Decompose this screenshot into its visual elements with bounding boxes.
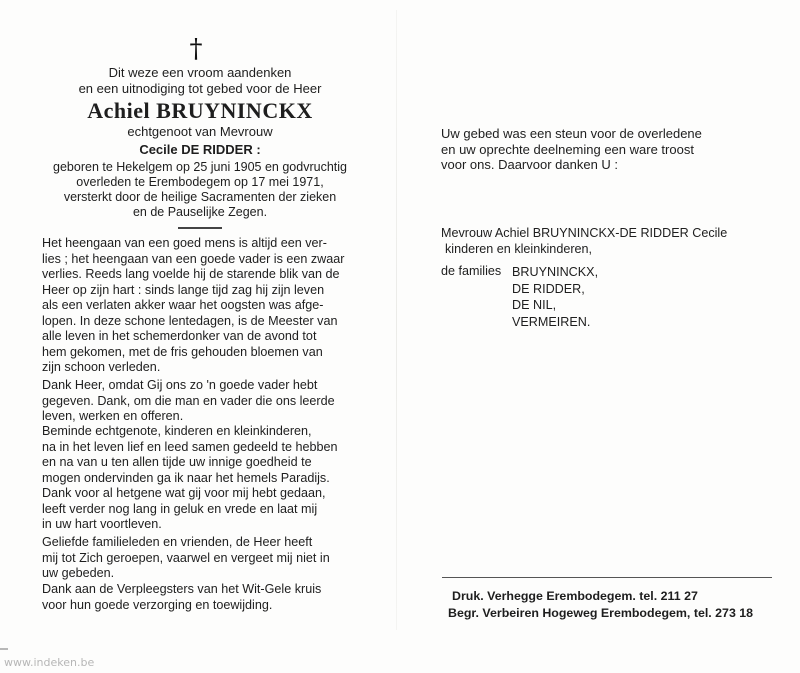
card-edge-mark (0, 648, 8, 650)
text-line: en na van u ten allen tijde uw innige goedheid te (42, 455, 312, 469)
text-line: Mevrouw Achiel BRUYNINCKX-DE RIDDER Cecile (441, 226, 728, 240)
text-line: mogen ondervinden ga ik naar het hemels Paradijs. (42, 470, 330, 485)
paragraph-2 (42, 378, 360, 425)
text-line: alle leven in het schemerdonker van de avond tot (42, 329, 317, 343)
families-list (512, 264, 598, 330)
text-line: Uw gebed was een steun voor de overledene (441, 126, 702, 141)
text-line: uw gebeden. (42, 566, 115, 580)
thanks-text (441, 126, 771, 173)
family-name: BRUYNINCKX, (512, 265, 599, 279)
text-line: Het heengaan van een goed mens is altijd een ver- (42, 236, 327, 250)
birth-line: overleden te Erembodegem op 17 mei 1971, (76, 175, 324, 189)
text-line: hem gekomen, met de fris gehouden bloemen van (42, 344, 323, 359)
text-line: en uw oprechte deelneming een ware troost (441, 141, 694, 157)
text-line: verlies. Reeds lang voelde hij de starende blik van de (42, 267, 340, 281)
spouse-name: Cecile DE RIDDER : (139, 142, 261, 157)
family-head (441, 226, 771, 257)
printer-rule (442, 577, 772, 578)
text-line: Begr. Verbeiren Hogeweg Erembodegem, tel. 273 18 (448, 605, 754, 620)
paragraph-1 (42, 236, 360, 376)
text-line: gegeven. Dank, om die man en vader die ons leerde (42, 393, 335, 408)
card-fold (396, 10, 397, 630)
paragraph-4 (42, 535, 360, 582)
text-line: Dank aan de Verpleegsters van het Wit-Gele kruis (42, 582, 322, 596)
birth-line: en de Pauselijke Zegen. (132, 205, 268, 219)
text-line: als een verlaten akker waar het oogsten was afge- (42, 298, 324, 312)
text-line: lopen. In deze schone lentedagen, is de Meester van (42, 313, 338, 328)
text-line: Beminde echtgenote, kinderen en kleinkinderen, (42, 424, 312, 438)
text-line: Heer op zijn hart : sinds lange tijd zag hij zijn leven (42, 282, 325, 297)
text-line: voor ons. Daarvoor danken U : (441, 157, 619, 172)
family-name: DE RIDDER, (512, 281, 585, 296)
intro-line-1: Dit weze een vroom aandenken (108, 65, 292, 80)
section-divider (178, 227, 222, 229)
text-line: leven, werken en offeren. (42, 409, 184, 423)
family-name: VERMEIREN. (512, 314, 591, 329)
deceased-name: Achiel BRUYNINCKX (87, 98, 313, 123)
printer-info (448, 588, 753, 621)
birth-line: geboren te Hekelgem op 25 juni 1905 en godvruchtig (53, 160, 347, 174)
spouse-intro: echtgenoot van Mevrouw (127, 124, 273, 139)
families-label: de families (441, 264, 502, 278)
intro-line-2: en een uitnodiging tot gebed voor de Heer (78, 81, 322, 96)
text-line: in uw hart voortleven. (42, 517, 162, 531)
text-line: Druk. Verhegge Erembodegem. tel. 211 27 (452, 589, 698, 603)
birth-death-info (40, 160, 360, 220)
text-line: voor hun goede verzorging en toewijding. (42, 597, 273, 612)
text-line: lies ; het heengaan van een goede vader is een zwaar (42, 251, 345, 266)
text-line: leeft verder nog lang in geluk en vrede en laat mij (42, 501, 318, 516)
birth-line: versterkt door de heilige Sacramenten der zieken (63, 190, 337, 204)
text-line: Dank voor al hetgene wat gij voor mij hebt gedaan, (42, 486, 326, 500)
paragraph-5 (42, 582, 360, 613)
family-name: DE NIL, (512, 298, 557, 312)
text-line: na in het leven lief en leed samen gedeeld te hebben (42, 439, 338, 454)
text-line: Dank Heer, omdat Gij ons zo 'n goede vader hebt (42, 378, 318, 392)
site-watermark: www.indeken.be (4, 656, 95, 669)
text-line: mij tot Zich geroepen, vaarwel en vergeet mij niet in (42, 550, 330, 565)
paragraph-3 (42, 424, 360, 533)
text-line: zijn schoon verleden. (42, 360, 161, 374)
cross-icon: † (189, 34, 203, 64)
text-line: kinderen en kleinkinderen, (445, 241, 593, 256)
text-line: Geliefde familieleden en vrienden, de Heer heeft (42, 535, 313, 549)
